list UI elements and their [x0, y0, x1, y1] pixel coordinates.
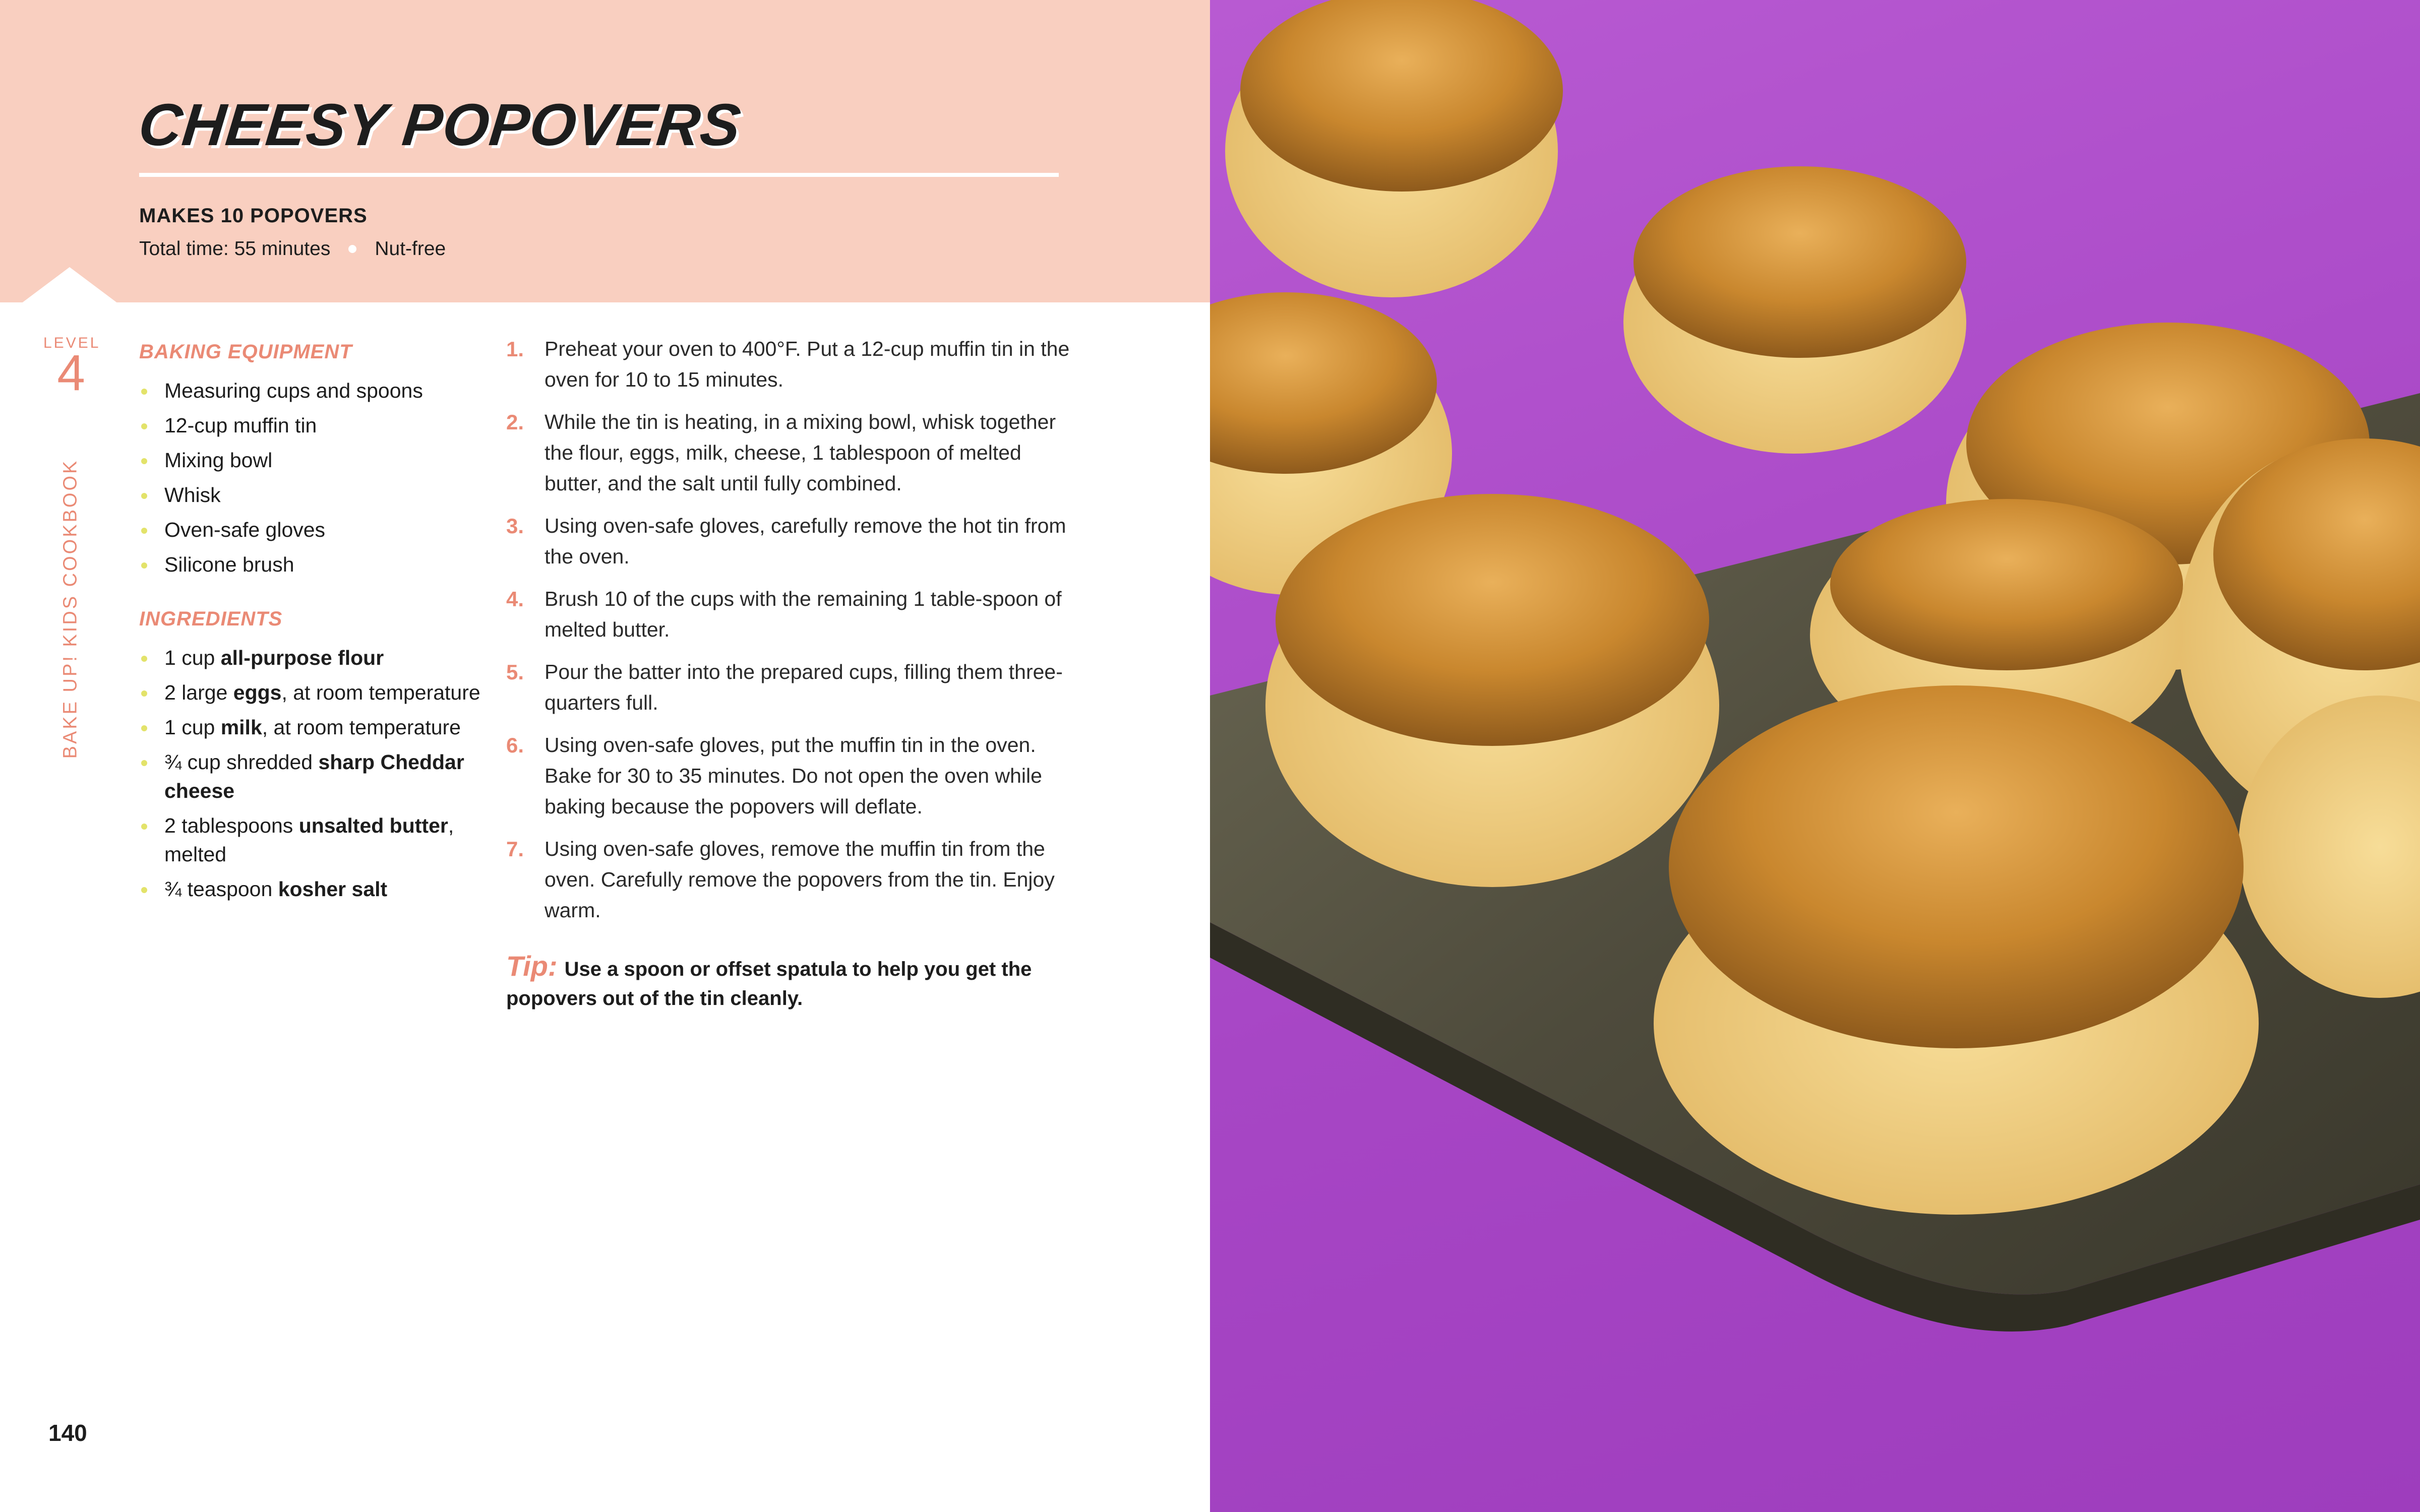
step-item [506, 834, 1071, 926]
book-title-vertical: BAKE UP! KIDS COOKBOOK [59, 459, 81, 759]
list-item: 1 cup milk, at room temperature [139, 713, 482, 742]
bullet-icon [141, 493, 147, 499]
step-number: 6. [506, 733, 524, 757]
bullet-icon [141, 458, 147, 464]
step-text: While the tin is heating, in a mixing bowl, whisk together the flour, eggs, milk, cheese, 1 tablespoon of melted butter, and the salt until fully combined. [544, 410, 1056, 495]
step-text: Using oven-safe gloves, carefully remove the hot tin from the oven. [544, 514, 1066, 568]
step-text: Using oven-safe gloves, remove the muffin tin from the oven. Carefully remove the popovers from the tin. Enjoy warm. [544, 837, 1055, 922]
ingredients-heading: INGREDIENTS [139, 608, 283, 630]
list-item: ¾ teaspoon kosher salt [139, 875, 482, 904]
equipment-list [139, 376, 482, 585]
step-text: Using oven-safe gloves, put the muffin tin in the oven. Bake for 30 to 35 minutes. Do not open the oven while baking because the popovers will deflate. [544, 733, 1042, 818]
equipment-heading: BAKING EQUIPMENT [139, 341, 352, 363]
diet-tag: Nut-free [375, 238, 446, 260]
bullet-icon [141, 725, 147, 731]
bullet-icon [141, 389, 147, 395]
separator-dot [348, 245, 356, 253]
ingredients-list [139, 644, 482, 910]
bullet-icon [141, 824, 147, 830]
step-text: Pour the batter into the prepared cups, filling them three-quarters full. [544, 660, 1063, 714]
step-number: 2. [506, 410, 524, 434]
tip-text: Use a spoon or offset spatula to help you get the popovers out of the tin cleanly. [506, 958, 1032, 1010]
level-number: 4 [57, 345, 85, 401]
bullet-icon [141, 528, 147, 534]
step-number: 7. [506, 837, 524, 861]
step-number: 5. [506, 660, 524, 684]
bullet-icon [141, 562, 147, 569]
step-item [506, 334, 1071, 395]
list-item: Mixing bowl [139, 446, 482, 475]
list-item: Whisk [139, 481, 482, 510]
bullet-icon [141, 887, 147, 893]
total-time: Total time: 55 minutes [139, 238, 331, 260]
bullet-icon [141, 423, 147, 429]
step-item [506, 657, 1071, 718]
step-number: 1. [506, 337, 524, 361]
header-notch [21, 267, 118, 303]
tip-callout [506, 952, 1071, 1013]
step-number: 3. [506, 514, 524, 538]
list-item: 1 cup all-purpose flour [139, 644, 482, 672]
instruction-steps [506, 334, 1071, 937]
page-number: 140 [48, 1420, 87, 1446]
bullet-icon [141, 656, 147, 662]
step-text: Preheat your oven to 400°F. Put a 12-cup muffin tin in the oven for 10 to 15 minutes. [544, 337, 1070, 391]
step-number: 4. [506, 587, 524, 611]
list-item: 2 large eggs, at room temperature [139, 678, 482, 707]
popovers-photo [1210, 0, 2420, 1512]
list-item: ¾ cup shredded sharp Cheddar cheese [139, 748, 482, 805]
list-item: Oven-safe gloves [139, 516, 482, 544]
step-item [506, 407, 1071, 499]
list-item: Measuring cups and spoons [139, 376, 482, 405]
level-label: LEVEL [43, 335, 101, 351]
bullet-icon [141, 760, 147, 766]
popovers-illustration [1210, 0, 2420, 1512]
recipe-yield: MAKES 10 POPOVERS [139, 205, 368, 227]
bullet-icon [141, 690, 147, 697]
recipe-meta [139, 238, 446, 260]
step-text: Brush 10 of the cups with the remaining 1 table-spoon of melted butter. [544, 587, 1062, 641]
list-item: Silicone brush [139, 550, 482, 579]
list-item: 2 tablespoons unsalted butter, melted [139, 811, 482, 869]
recipe-title: CHEESY POPOVERS [136, 92, 745, 158]
step-item [506, 730, 1071, 822]
list-item: 12-cup muffin tin [139, 411, 482, 440]
tip-label: Tip: [506, 950, 558, 982]
title-divider [139, 173, 1059, 177]
step-item [506, 511, 1071, 572]
step-item [506, 584, 1071, 645]
